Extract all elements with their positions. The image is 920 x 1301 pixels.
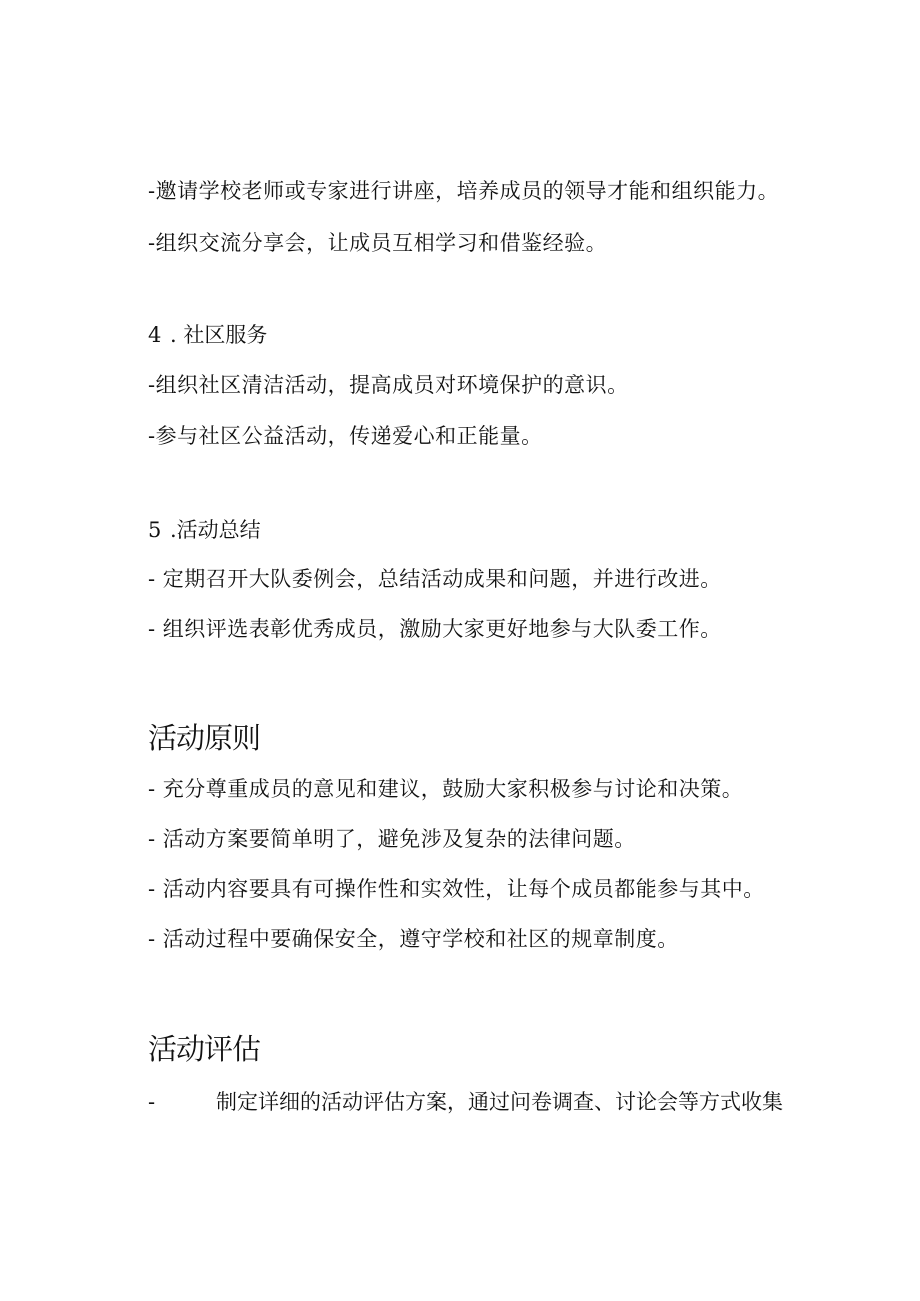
list-item: - 活动内容要具有可操作性和实效性，让每个成员都能参与其中。 [148,877,765,901]
list-item: - 活动方案要简单明了，避免涉及复杂的法律问题。 [148,827,636,851]
section-title: . 社区服务 [170,323,268,347]
list-item: - 活动过程中要确保安全，遵守学校和社区的规章制度。 [148,927,679,951]
list-item: -组织社区清洁活动，提高成员对环境保护的意识。 [148,373,629,397]
section-heading [148,322,267,348]
list-item: -组织交流分享会，让成员互相学习和借鉴经验。 [148,231,608,255]
section-title: .活动总结 [170,518,261,542]
list-item [148,1089,783,1115]
section-heading [148,517,261,543]
list-item: -参与社区公益活动，传递爱心和正能量。 [148,424,543,448]
list-item: - 定期召开大队委例会，总结活动成果和问题，并进行改进。 [148,567,722,591]
section-number: 4 [148,323,162,347]
list-item: -邀请学校老师或专家进行讲座，培养成员的领导才能和组织能力。 [148,179,780,203]
list-item: - 组织评选表彰优秀成员，激励大家更好地参与大队委工作。 [148,617,722,641]
evaluation-heading: 活动评估 [148,1032,261,1066]
section-number: 5 [148,518,162,542]
principles-heading: 活动原则 [148,721,261,755]
list-item-text: 制定详细的活动评估方案，通过问卷调查、讨论会等方式收集 [216,1090,783,1114]
list-item: - 充分尊重成员的意见和建议，鼓励大家积极参与讨论和决策。 [148,777,744,801]
list-dash: - [148,1090,156,1114]
